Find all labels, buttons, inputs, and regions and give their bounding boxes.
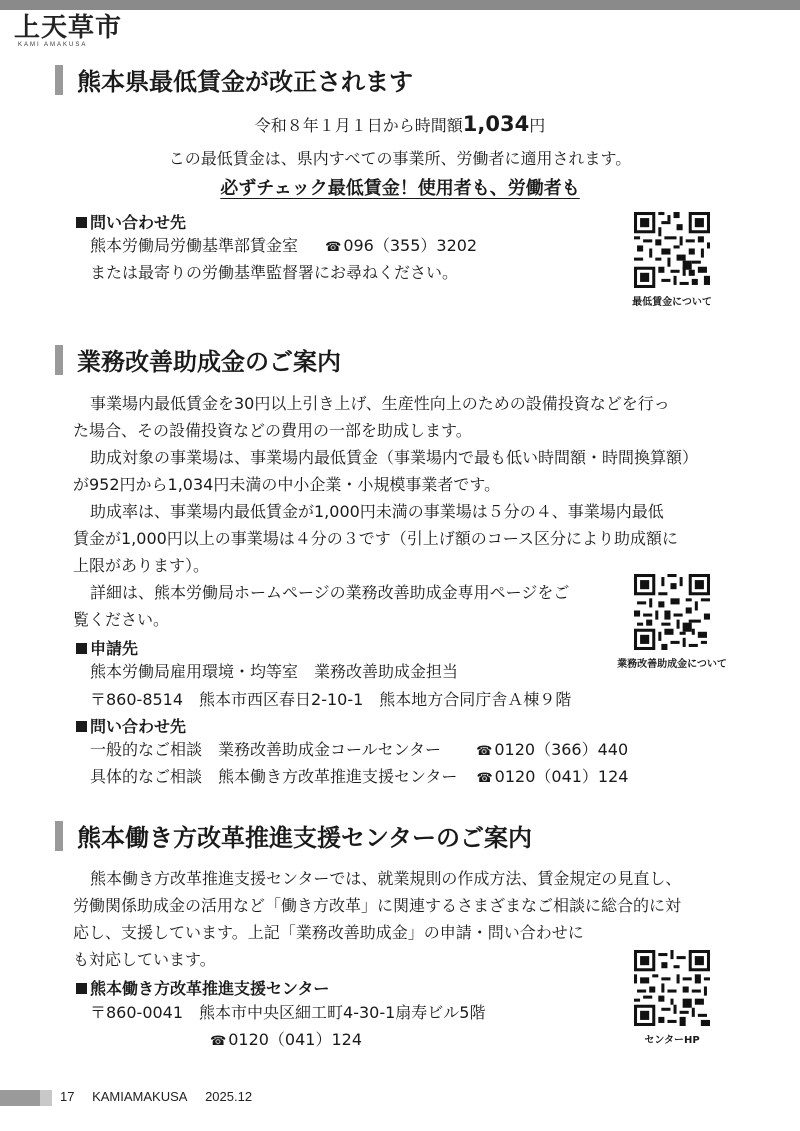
wage-applies-line: この最低賃金は、県内すべての事業所、労働者に適用されます。 — [168, 149, 632, 168]
section2-para-line: 事業場内最低賃金を30円以上引き上げ、生産性向上のための設備投資などを行っ — [90, 394, 670, 413]
contact-specific-tel: 0120（041）124 — [494, 767, 629, 786]
section1-heading — [55, 62, 413, 97]
section-bar — [55, 345, 63, 375]
section3-center-tel-row — [210, 1030, 362, 1052]
section2-contact-general — [90, 740, 628, 762]
qr-caption-center-hp: センターHP — [644, 1035, 700, 1046]
city-logo — [14, 14, 124, 54]
wage-prefix: 令和８年１月１日から時間額 — [254, 116, 463, 135]
section1-contact-heading: 問い合わせ先 — [76, 210, 186, 233]
section1-contact-note: または最寄りの労働基準監督署にお尋ねください。 — [90, 263, 459, 282]
qr-code-subsidy[interactable] — [634, 574, 710, 650]
qr-caption-minimum-wage: 最低賃金について — [632, 297, 712, 308]
footer-bar-accent — [40, 1090, 52, 1106]
section3-center-tel: 0120（041）124 — [228, 1030, 363, 1049]
section2-apply-address: 〒860-8514 熊本市西区春日2-10-1 熊本地方合同庁舎Ａ棟９階 — [90, 690, 572, 709]
phone-icon: ☎ — [325, 240, 342, 255]
section2-title: 業務改善助成金のご案内 — [77, 348, 341, 376]
section2-para-line: 覧ください。 — [73, 610, 170, 629]
qr-caption-subsidy: 業務改善助成金について — [617, 659, 727, 670]
qr-code-minimum-wage[interactable] — [634, 212, 710, 288]
top-bar — [0, 0, 800, 10]
wage-slogan: 必ずチェック最低賃金！使用者も、労働者も — [220, 178, 580, 199]
section3-para-line: 労働関係助成金の活用など「働き方改革」に関連するさまざまなご相談に総合的に対 — [73, 896, 682, 915]
section2-apply-heading: 申請先 — [76, 636, 138, 659]
section1-contact-tel: 096（355）3202 — [343, 236, 478, 255]
phone-icon: ☎ — [476, 771, 493, 786]
section1-contact-row — [90, 236, 477, 258]
logo-main-text: 上天草市 — [14, 13, 123, 43]
section2-heading — [55, 342, 341, 377]
contact-specific-label: 具体的なご相談 熊本働き方改革推進支援センター — [90, 767, 458, 786]
magazine-name: KAMIAMAKUSA — [92, 1089, 188, 1104]
section3-para-line: 応し、支援しています。上記「業務改善助成金」の申請・問い合わせに — [73, 923, 584, 942]
phone-icon: ☎ — [210, 1034, 227, 1049]
section2-contact-heading: 問い合わせ先 — [76, 714, 186, 737]
contact-general-label: 一般的なご相談 業務改善助成金コールセンター — [90, 740, 442, 759]
section2-contact-specific — [90, 767, 628, 789]
logo-sub-text: KAMI AMAKUSA — [18, 42, 88, 48]
section3-para-line: 熊本働き方改革推進支援センターでは、就業規則の作成方法、賃金規定の見直し、 — [90, 869, 682, 888]
qr-code-center-hp[interactable] — [634, 950, 710, 1026]
wage-suffix: 円 — [529, 116, 546, 135]
section3-para-line: も対応しています。 — [73, 950, 216, 969]
section2-para-line: 賃金が1,000円以上の事業場は４分の３です（引上げ額のコース区分により助成額に — [73, 529, 679, 548]
footer — [60, 1089, 266, 1104]
section3-center-heading: 熊本働き方改革推進支援センター — [76, 976, 329, 999]
section2-para-line: た場合、その設備投資などの費用の一部を助成します。 — [73, 421, 472, 440]
section1-contact-office: 熊本労働局労働基準部賃金室 — [90, 236, 299, 255]
section3-title: 熊本働き方改革推進支援センターのご案内 — [77, 824, 533, 852]
section2-para-line: 助成対象の事業場は、事業場内最低賃金（事業場内で最も低い時間額・時間換算額） — [90, 448, 699, 467]
page-number: 17 — [60, 1089, 75, 1104]
section2-apply-office: 熊本労働局雇用環境・均等室 業務改善助成金担当 — [90, 662, 459, 681]
section3-center-address: 〒860-0041 熊本市中央区細工町4-30-1扇寿ビル5階 — [90, 1003, 486, 1022]
section2-para-line: 上限があります）。 — [73, 556, 210, 575]
section2-para-line: 詳細は、熊本労働局ホームページの業務改善助成金専用ページをご — [90, 583, 570, 602]
section1-title: 熊本県最低賃金が改正されます — [77, 68, 413, 96]
issue-date: 2025.12 — [205, 1089, 253, 1104]
contact-general-tel: 0120（366）440 — [494, 740, 629, 759]
wage-slogan-wrap — [0, 174, 800, 200]
section2-para-line: が952円から1,034円未満の中小企業・小規模事業者です。 — [73, 475, 501, 494]
phone-icon: ☎ — [476, 744, 493, 759]
wage-line — [0, 112, 800, 136]
section-bar — [55, 65, 63, 95]
section3-heading — [55, 818, 532, 853]
section2-para-line: 助成率は、事業場内最低賃金が1,000円未満の事業場は５分の４、事業場内最低 — [90, 502, 664, 521]
section-bar — [55, 821, 63, 851]
wage-amount: 1,034 — [462, 112, 530, 136]
